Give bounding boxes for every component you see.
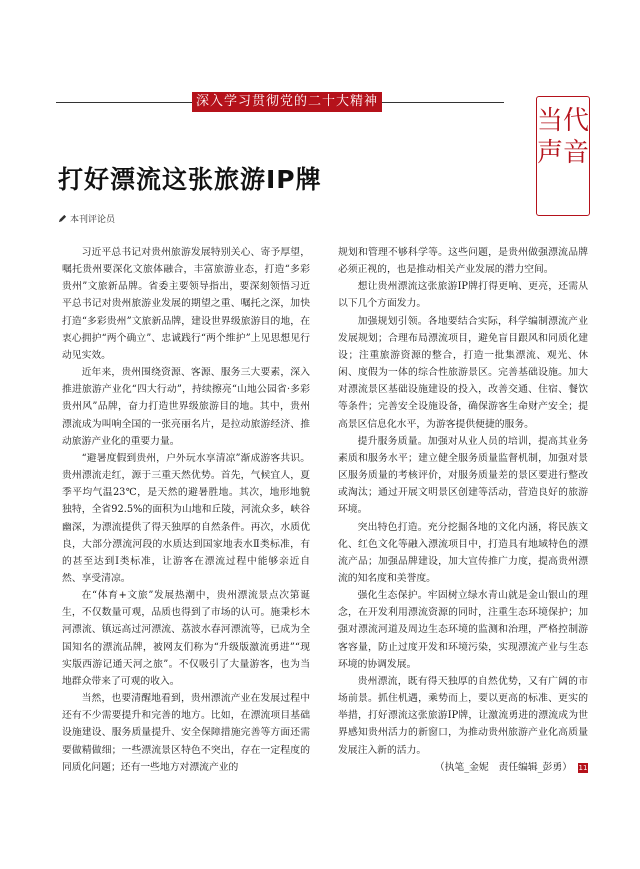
section-banner — [56, 92, 504, 112]
article-title: 打好漂流这张旅游IP牌 — [58, 165, 322, 194]
credit-line — [338, 759, 588, 776]
section-tag-line2: 声音 — [537, 138, 590, 168]
credit-text: （执笔_金妮 责任编辑_彭勇） — [434, 761, 572, 773]
right-column — [338, 244, 588, 776]
paragraph: 习近平总书记对贵州旅游发展特别关心、寄予厚望，嘱托贵州要深化文旅体融合，丰富旅游业态，打造“多彩贵州”文旅新品牌。省委主要领导指出，要深刻领悟习近平总书记对贵州旅游业发展的期望之重、嘱托之深，加快打造“多彩贵州”文旅新品牌，建设世界级旅游目的地，在衷心拥护“两个确立”、忠诚践行“两个维护”上见思想见行动见实效。 — [62, 247, 310, 361]
paragraph: 强化生态保护。牢固树立绿水青山就是金山银山的理念，在开发利用漂流资源的同时，注重生态环境保护；加强对漂流河道及周边生态环境的监测和治理，严格控制游客容量，防止过度开发和环境污染，实现漂流产业与生态环境的协调发展。 — [338, 590, 588, 670]
paragraph: 近年来，贵州围绕资源、客源、服务三大要素，深入推进旅游产业化“四大行动”，持续擦亮“山地公园省·多彩贵州风”品牌，奋力打造世界级旅游目的地。其中，贵州漂流成为叫响全国的一张亮丽名片，是拉动旅游经济、推动旅游产业化的重要力量。 — [62, 367, 310, 447]
paragraph: 突出特色打造。充分挖掘各地的文化内涵，将民族文化、红色文化等融入漂流项目中，打造具有地域特色的漂流产品；加强品牌建设，加大宣传推广力度，提高贵州漂流的知名度和美誉度。 — [338, 521, 588, 584]
paragraph: 加强规划引领。各地要结合实际，科学编制漂流产业发展规划；合理布局漂流项目，避免盲目跟风和同质化建设；注重旅游资源的整合，打造一批集漂流、观光、休闲、度假为一体的综合性旅游景区。完善基础设施。加大对漂流景区基础设施建设的投入，改善交通、住宿、餐饮等条件；完善安全设施设备，确保游客生命财产安全；提高景区信息化水平，为游客提供便捷的服务。 — [338, 315, 588, 430]
paragraph: “避暑度假到贵州，户外玩水享清凉”渐成游客共识。贵州漂流走红，源于三重天然优势。首先，气候宜人，夏季平均气温23℃，是天然的避暑胜地。其次，地形地貌独特，全省92.5%的面积为山地和丘陵，河流众多，峡谷幽深，为漂流提供了得天独厚的自然条件。再次，水质优良，大部分漂流河段的水质达到国家地表水Ⅱ类标准，有的甚至达到Ⅰ类标准，让游客在漂流过程中能够亲近自然、享受清凉。 — [62, 452, 310, 584]
paragraph: 规划和管理不够科学等。这些问题，是贵州做强漂流品牌必须正视的，也是推动相关产业发展的潜力空间。 — [338, 247, 588, 276]
paragraph: 提升服务质量。加强对从业人员的培训，提高其业务素质和服务水平；建立健全服务质量监督机制，加强对景区服务质量的考核评价，对服务质量差的景区要进行整改或淘汰；通过开展文明景区创建等活动，营造良好的旅游环境。 — [338, 435, 588, 516]
paragraph: 当然，也要清醒地看到，贵州漂流产业在发展过程中还有不少需要提升和完善的地方。比如，在漂流项目基础设施建设、服务质量提升、安全保障措施完善等方面还需要做精做细；一些漂流景区特色不突出，存在一定程度的同质化问题；还有一些地方对漂流产业的 — [62, 693, 310, 773]
pen-icon — [58, 214, 67, 223]
page-number: 11 — [578, 763, 588, 772]
section-tag-line1: 当代 — [537, 106, 590, 136]
paragraph: 在“体育+文旅”发展热潮中，贵州漂流景点次第诞生，不仅数量可观，品质也得到了市场的认可。施秉杉木河漂流、镇远高过河漂流、荔波水春河漂流等，已成为全国知名的漂流品牌，被网友们称为“升级版激流勇进”“现实版西游记通天河之旅”。不仅吸引了大量游客，也为当地群众带来了可观的收入。 — [62, 590, 310, 687]
byline — [58, 212, 115, 225]
section-tag — [536, 96, 590, 216]
byline-author: 本刊评论员 — [70, 215, 116, 225]
paragraph: 想让贵州漂流这张旅游IP牌打得更响、更亮，还需从以下几个方面发力。 — [338, 281, 588, 310]
banner-label: 深入学习贯彻党的二十大精神 — [192, 92, 382, 112]
left-column — [62, 244, 310, 776]
paragraph: 贵州漂流，既有得天独厚的自然优势，又有广阔的市场前景。抓住机遇，乘势而上，要以更高的标准、更实的举措，打好漂流这张旅游IP牌，让激流勇进的漂流成为世界感知贵州活力的新窗口，为推动贵州旅游产业化高质量发展注入新的活力。 — [338, 675, 588, 756]
